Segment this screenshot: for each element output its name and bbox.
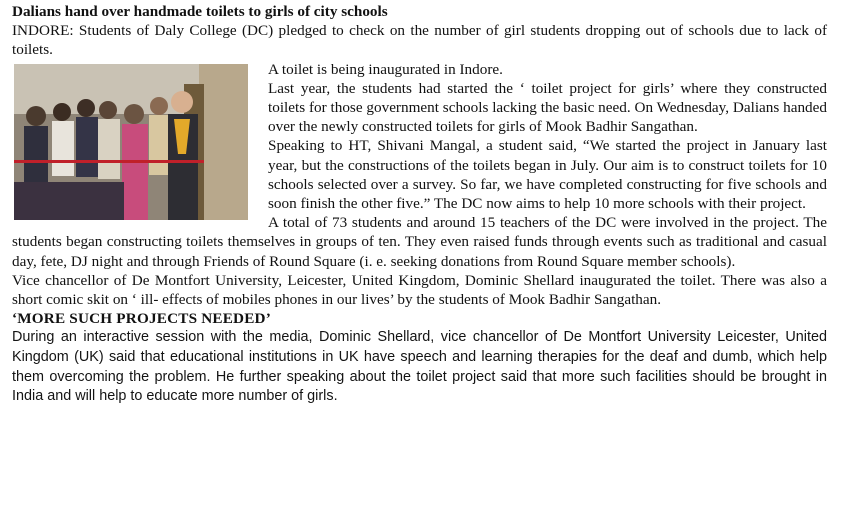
article-paragraph-4: Vice chancellor of De Montfort University, Leicester, United Kingdom, Dominic Shellard inaugurated the toilet. There was also a short comic skit on ‘ ill- effects of mobiles phones in our lives’ by the students of Mook Badhir Sangathan. — [12, 271, 827, 309]
article — [12, 2, 827, 407]
article-paragraph-1: Last year, the students had started the ‘ toilet project for girls’ where they constructed toilets for those government schools lacking the basic need. On Wednesday, Dalians handed over the newly constructed toilets for girls of Mook Badhir Sangathan. — [268, 79, 827, 136]
article-subhead: ‘MORE SUCH PROJECTS NEEDED’ — [12, 310, 271, 328]
inauguration-photo-graphic — [14, 64, 248, 220]
article-paragraph-2: Speaking to HT, Shivani Mangal, a student said, “We started the project in January last year, but the constructions of the toilets began in July. Our aim is to construct toilets for 10 schools selected over a survey. So far, we have completed constructing for five schools and soon finish the other five.” The DC now aims to help 10 more schools with their project. — [268, 137, 827, 213]
article-paragraph-5: During an interactive session with the media, Dominic Shellard, vice chancellor of De Montfort University Leicester, United Kingdom (UK) said that educational institutions in UK have speech and learning therapies for the deaf and dumb, which help them overcoming the problem. He further speaking about the toilet project said that more such facilities should be brought in India and will help to educate more number of girls. — [12, 329, 827, 405]
photo-caption: A toilet is being inaugurated in Indore. — [268, 60, 503, 78]
article-lead: INDORE: Students of Daly College (DC) pledged to check on the number of girl students dropping out of schools due to lack of toilets. — [12, 22, 827, 59]
inauguration-photo — [14, 64, 248, 220]
article-headline: Dalians hand over handmade toilets to girls of city schools — [12, 3, 388, 20]
article-paragraph-3: A total of 73 students and around 15 teachers of the DC were involved in the project. The students began constructing toilets themselves in groups of ten. They even raised funds through events such as traditional and casual day, fete, DJ night and through Friends of Round Square (i. e. seeking donations from Round Square member schools). — [12, 214, 827, 270]
